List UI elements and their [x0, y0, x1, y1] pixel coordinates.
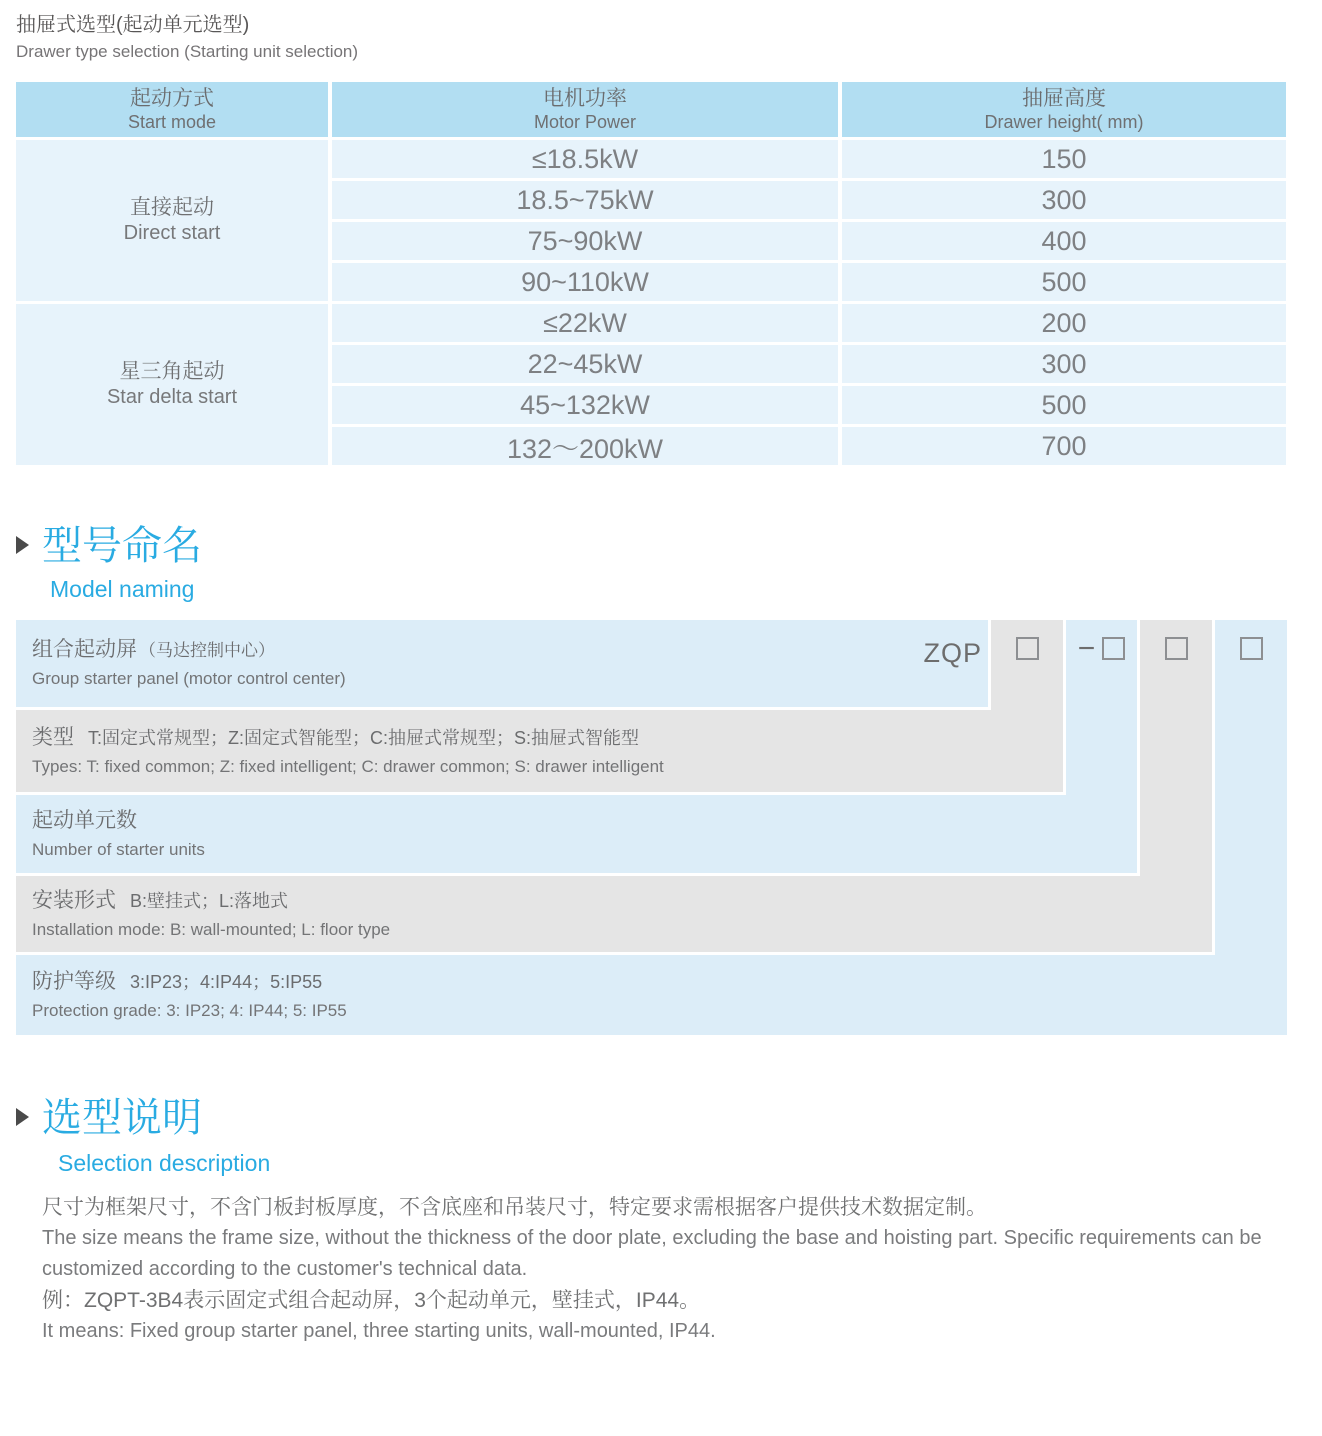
band-label-sub: （马达控制中心） [139, 641, 275, 660]
code-box-installation [1165, 637, 1188, 660]
example-zh: 例：ZQPT-3B4表示固定式组合起动屏，3个起动单元，壁挂式，IP44。 [42, 1289, 701, 1312]
band-row-types [16, 710, 1063, 792]
band-label-zh: 组合起动屏 [32, 638, 137, 661]
band-row-group-starter-panel [16, 620, 988, 707]
power-cell: 75~90kW [332, 222, 838, 260]
height-cell: 300 [842, 181, 1286, 219]
power-cell: ≤22kW [332, 304, 838, 342]
section-arrow-icon [16, 536, 29, 554]
height-cell: 200 [842, 304, 1286, 342]
height-cell: 400 [842, 222, 1286, 260]
section-heading-model-naming-en: Model naming [50, 576, 195, 602]
code-column-installation [1140, 620, 1212, 952]
group-label-zh: 直接起动 [130, 196, 214, 219]
doc-title-en: Drawer type selection (Starting unit selection) [16, 42, 359, 61]
code-column-type [991, 620, 1063, 792]
size-note-en: The size means the frame size, without the thickness of the door plate, excluding the base and hoisting part. Specific requirements can be customized according to the customer's technical data. [42, 1227, 1262, 1280]
band-label-desc: 3:IP23；4:IP44；5:IP55 [130, 971, 323, 992]
band-label-zh: 起动单元数 [32, 808, 137, 832]
zqp-prefix: ZQP [923, 638, 982, 668]
group-label-zh: 星三角起动 [119, 360, 225, 383]
code-box-protection [1240, 637, 1263, 660]
power-cell: 90~110kW [332, 263, 838, 301]
band-label-desc: T:固定式常规型；Z:固定式智能型；C:抽屉式常规型；S:抽屉式智能型 [88, 727, 640, 748]
band-label-desc: B:壁挂式；L:落地式 [130, 890, 289, 911]
section-arrow-icon [16, 1108, 29, 1126]
column-header-en: Motor Power [533, 112, 637, 132]
size-note-zh: 尺寸为框架尺寸，不含门板封板厚度，不含底座和吊装尺寸，特定要求需根据客户提供技术数据定制。 [42, 1196, 987, 1219]
power-cell: 132～200kW [332, 427, 838, 465]
group-cell-star-delta-start [16, 304, 328, 465]
band-label-en: Installation mode: B: wall-mounted; L: floor type [32, 919, 391, 939]
dash-separator: − [1077, 631, 1096, 665]
band-row-starter-units [16, 795, 1137, 873]
band-row-installation-mode [16, 876, 1212, 952]
power-cell: 45~132kW [332, 386, 838, 424]
doc-title-zh: 抽屉式选型(起动单元选型) [16, 14, 250, 36]
column-header-en: Drawer height( mm) [984, 112, 1144, 132]
code-column-protection [1215, 620, 1287, 1035]
column-header-drawer-height [842, 82, 1286, 137]
section-heading-selection-description-zh: 选型说明 [42, 1096, 202, 1140]
section-heading-model-naming-zh: 型号命名 [42, 524, 202, 568]
column-header-zh: 起动方式 [130, 87, 214, 110]
example-en: It means: Fixed group starter panel, three starting units, wall-mounted, IP44. [42, 1320, 716, 1342]
height-cell: 500 [842, 386, 1286, 424]
band-row-protection-grade [16, 955, 1287, 1035]
column-header-zh: 电机功率 [543, 87, 627, 110]
code-box-units [1102, 637, 1125, 660]
power-cell: ≤18.5kW [332, 140, 838, 178]
height-cell: 700 [842, 427, 1286, 465]
column-header-motor-power [332, 82, 838, 137]
group-label-en: Star delta start [106, 386, 238, 408]
band-label-en: Number of starter units [32, 839, 205, 859]
doc-title [16, 12, 358, 64]
column-header-zh: 抽屉高度 [1022, 87, 1106, 110]
power-cell: 18.5~75kW [332, 181, 838, 219]
band-label-en: Types: T: fixed common; Z: fixed intelligent; C: drawer common; S: drawer intelligent [32, 756, 664, 776]
band-label-en: Group starter panel (motor control center) [32, 669, 346, 688]
column-header-start-mode [16, 82, 328, 137]
description-paragraphs [42, 1192, 1292, 1347]
code-column-units [1066, 620, 1137, 873]
band-label-zh: 安装形式 [32, 888, 116, 912]
group-label-en: Direct start [123, 222, 221, 244]
height-cell: 300 [842, 345, 1286, 383]
section-heading-selection-description-en: Selection description [58, 1150, 271, 1176]
band-label-zh: 防护等级 [32, 969, 116, 993]
height-cell: 150 [842, 140, 1286, 178]
band-label-en: Protection grade: 3: IP23; 4: IP44; 5: IP55 [32, 1000, 347, 1020]
selection-table [16, 82, 1286, 465]
column-header-en: Start mode [127, 112, 217, 132]
band-label-zh: 类型 [32, 725, 74, 749]
power-cell: 22~45kW [332, 345, 838, 383]
group-cell-direct-start [16, 140, 328, 301]
height-cell: 500 [842, 263, 1286, 301]
code-box-type [1016, 637, 1039, 660]
